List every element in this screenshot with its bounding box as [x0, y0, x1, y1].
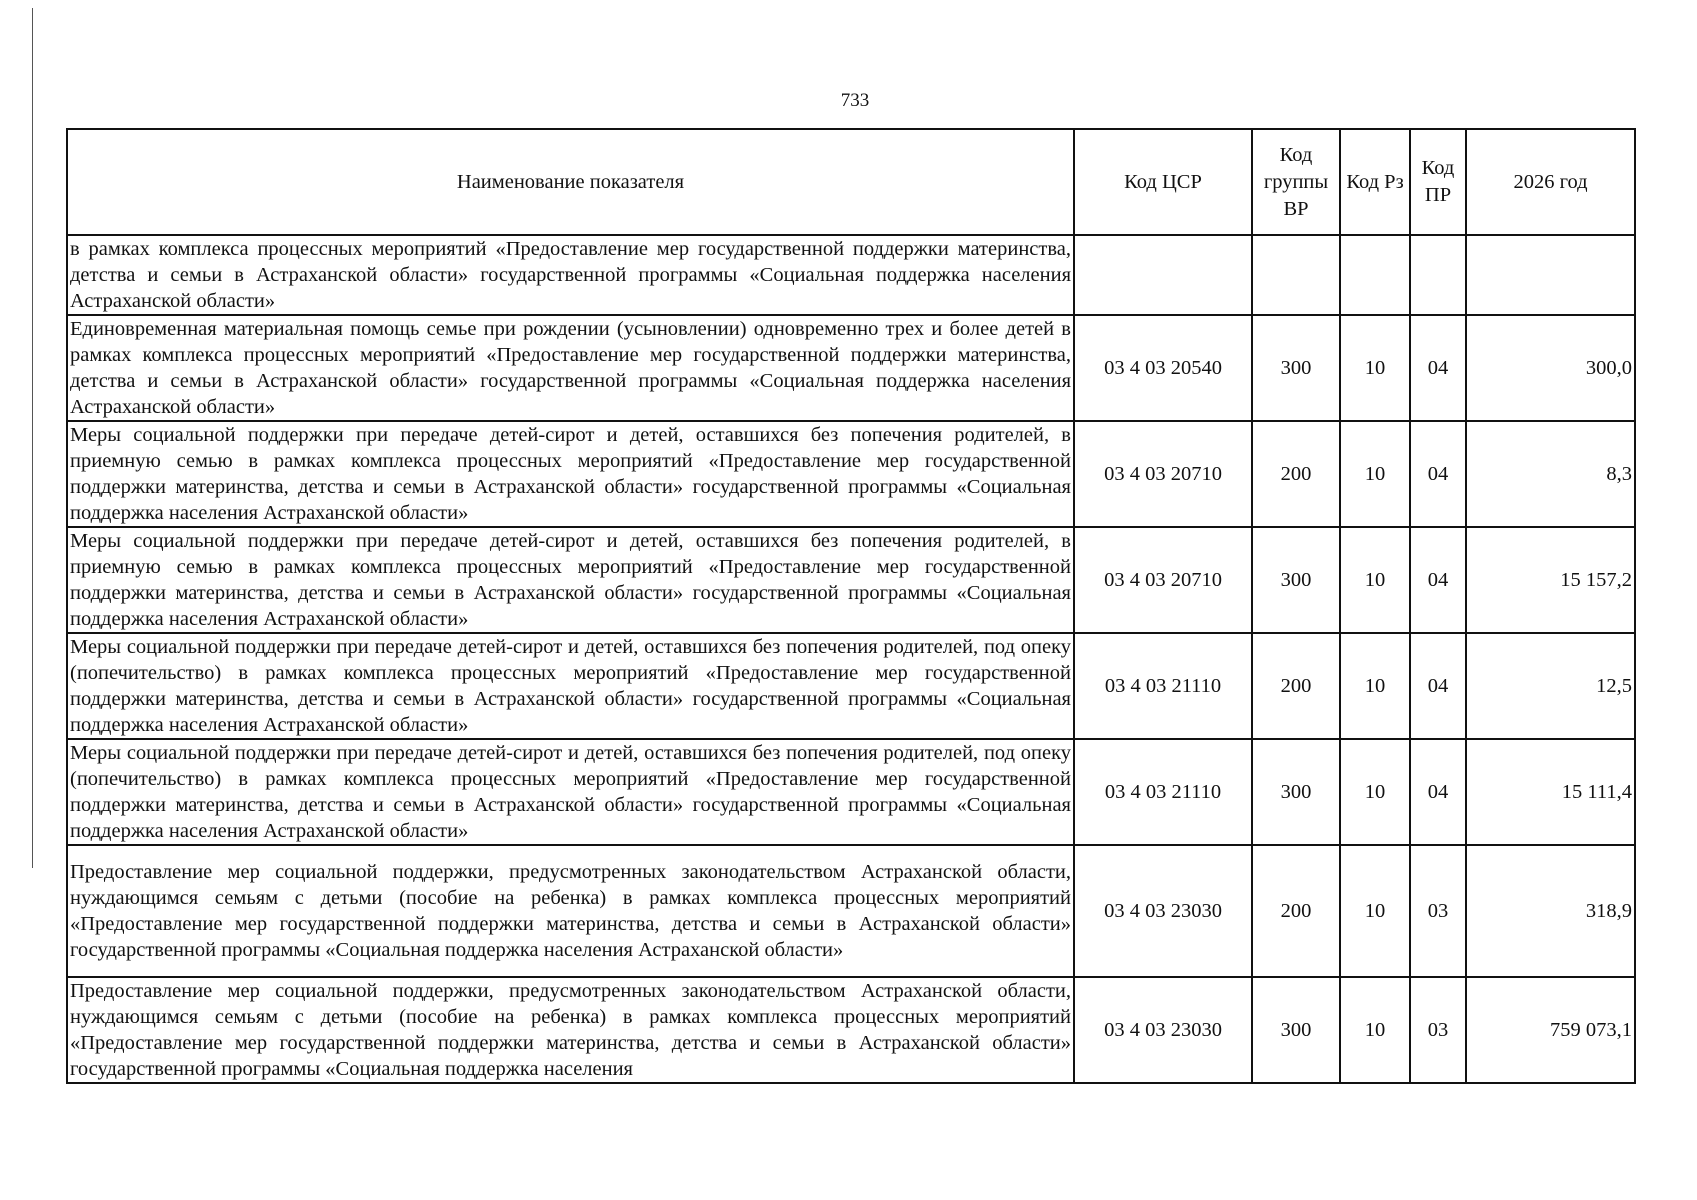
row-vr-code: 200	[1252, 845, 1340, 977]
table-row	[67, 315, 1635, 421]
row-pr-code: 04	[1410, 527, 1466, 633]
row-rz-code	[1340, 235, 1410, 315]
row-amount: 8,3	[1466, 421, 1635, 527]
row-name: Предоставление мер социальной поддержки, предусмотренных законодательством Астраханской области, нуждающимся семьям с детьми (пособие на ребенка) в рамках комплекса процессных мероприятий «Предоставление мер государственной поддержки материнства, детства и семьи в Астраханской области» государственной программы «Социальная поддержка населения	[67, 977, 1074, 1083]
header-csr-code: Код ЦСР	[1074, 129, 1252, 235]
row-amount: 15 157,2	[1466, 527, 1635, 633]
row-vr-code: 300	[1252, 977, 1340, 1083]
row-name: Меры социальной поддержки при передаче детей-сирот и детей, оставшихся без попечения родителей, под опеку (попечительство) в рамках комплекса процессных мероприятий «Предоставление мер государственной поддержки материнства, детства и семьи в Астраханской области» государственной программы «Социальная поддержка населения Астраханской области»	[67, 739, 1074, 845]
row-vr-code: 300	[1252, 739, 1340, 845]
row-rz-code: 10	[1340, 739, 1410, 845]
row-csr-code: 03 4 03 21110	[1074, 739, 1252, 845]
header-pr-code: Код ПР	[1410, 129, 1466, 235]
row-amount: 759 073,1	[1466, 977, 1635, 1083]
row-name: Меры социальной поддержки при передаче детей-сирот и детей, оставшихся без попечения родителей, в приемную семью в рамках комплекса процессных мероприятий «Предоставление мер государственной поддержки материнства, детства и семьи в Астраханской области» государственной программы «Социальная поддержка населения Астраханской области»	[67, 421, 1074, 527]
row-rz-code: 10	[1340, 845, 1410, 977]
row-csr-code: 03 4 03 20710	[1074, 421, 1252, 527]
header-vr-code: Код группы ВР	[1252, 129, 1340, 235]
row-vr-code	[1252, 235, 1340, 315]
row-rz-code: 10	[1340, 633, 1410, 739]
table-row	[67, 527, 1635, 633]
row-pr-code: 04	[1410, 421, 1466, 527]
header-name: Наименование показателя	[67, 129, 1074, 235]
row-csr-code: 03 4 03 23030	[1074, 845, 1252, 977]
row-name: Меры социальной поддержки при передаче детей-сирот и детей, оставшихся без попечения родителей, в приемную семью в рамках комплекса процессных мероприятий «Предоставление мер государственной поддержки материнства, детства и семьи в Астраханской области» государственной программы «Социальная поддержка населения Астраханской области»	[67, 527, 1074, 633]
row-rz-code: 10	[1340, 421, 1410, 527]
row-vr-code: 200	[1252, 421, 1340, 527]
table-row	[67, 633, 1635, 739]
table-row	[67, 977, 1635, 1083]
row-amount: 15 111,4	[1466, 739, 1635, 845]
row-amount: 318,9	[1466, 845, 1635, 977]
row-csr-code: 03 4 03 21110	[1074, 633, 1252, 739]
table-row	[67, 421, 1635, 527]
table-row	[67, 845, 1635, 977]
row-rz-code: 10	[1340, 315, 1410, 421]
row-csr-code: 03 4 03 20710	[1074, 527, 1252, 633]
header-rz-code: Код Рз	[1340, 129, 1410, 235]
row-csr-code: 03 4 03 23030	[1074, 977, 1252, 1083]
row-rz-code: 10	[1340, 977, 1410, 1083]
table-row	[67, 739, 1635, 845]
header-year-2026: 2026 год	[1466, 129, 1635, 235]
row-amount: 300,0	[1466, 315, 1635, 421]
budget-table	[66, 128, 1636, 1084]
table-row	[67, 235, 1635, 315]
row-pr-code: 03	[1410, 977, 1466, 1083]
row-amount: 12,5	[1466, 633, 1635, 739]
row-pr-code	[1410, 235, 1466, 315]
row-csr-code	[1074, 235, 1252, 315]
row-pr-code: 03	[1410, 845, 1466, 977]
left-margin-rule	[32, 8, 33, 868]
row-pr-code: 04	[1410, 739, 1466, 845]
row-name: в рамках комплекса процессных мероприятий «Предоставление мер государственной поддержки материнства, детства и семьи в Астраханской области» государственной программы «Социальная поддержка населения Астраханской области»	[67, 235, 1074, 315]
row-pr-code: 04	[1410, 315, 1466, 421]
row-vr-code: 300	[1252, 315, 1340, 421]
row-vr-code: 200	[1252, 633, 1340, 739]
page-number: 733	[840, 90, 870, 111]
row-pr-code: 04	[1410, 633, 1466, 739]
row-name: Предоставление мер социальной поддержки, предусмотренных законодательством Астраханской области, нуждающимся семьям с детьми (пособие на ребенка) в рамках комплекса процессных мероприятий «Предоставление мер государственной поддержки материнства, детства и семьи в Астраханской области» государственной программы «Социальная поддержка населения Астраханской области»	[67, 845, 1074, 977]
row-csr-code: 03 4 03 20540	[1074, 315, 1252, 421]
table-header-row	[67, 129, 1635, 235]
row-amount	[1466, 235, 1635, 315]
row-name: Единовременная материальная помощь семье при рождении (усыновлении) одновременно трех и более детей в рамках комплекса процессных мероприятий «Предоставление мер государственной поддержки материнства, детства и семьи в Астраханской области» государственной программы «Социальная поддержка населения Астраханской области»	[67, 315, 1074, 421]
row-name: Меры социальной поддержки при передаче детей-сирот и детей, оставшихся без попечения родителей, под опеку (попечительство) в рамках комплекса процессных мероприятий «Предоставление мер государственной поддержки материнства, детства и семьи в Астраханской области» государственной программы «Социальная поддержка населения Астраханской области»	[67, 633, 1074, 739]
row-rz-code: 10	[1340, 527, 1410, 633]
row-vr-code: 300	[1252, 527, 1340, 633]
